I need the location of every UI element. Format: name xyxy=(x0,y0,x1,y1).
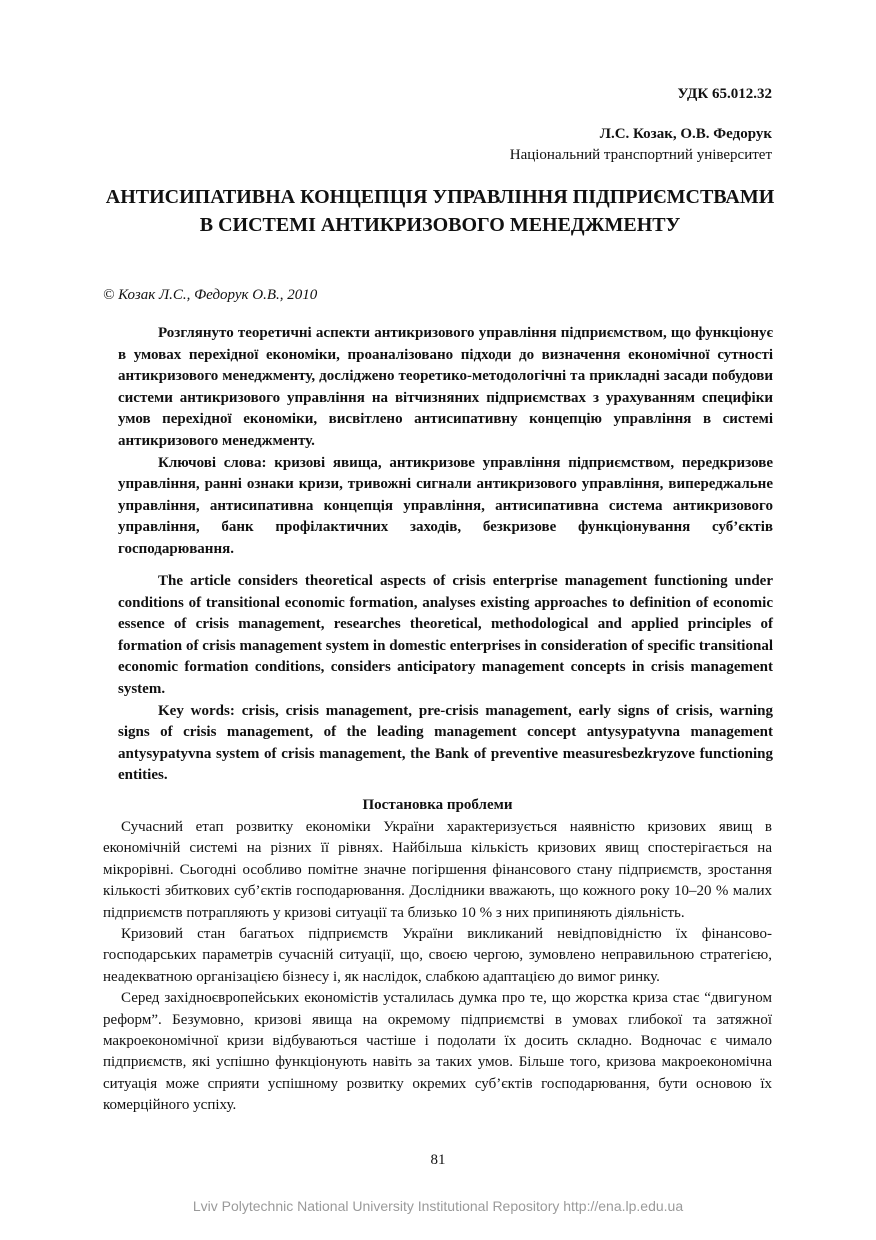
body-text xyxy=(103,817,772,1117)
copyright: © Козак Л.С., Федорук О.В., 2010 xyxy=(103,287,318,303)
abstract-ukrainian xyxy=(118,323,773,561)
section-heading: Постановка проблеми xyxy=(362,797,513,813)
abstract-text: The article considers theoretical aspects of crisis enterprise management functioning under conditions of transitional economic formation, analyses existing approaches to definition of economic essence of crisis management, researches theoretical, methodological and applied principles of formation of crisis management system in domestic enterprises in consideration of specific transitional economic formation conditions, considers anticipatory management concepts in crisis management system. xyxy=(118,573,773,697)
page-number: 81 xyxy=(430,1152,446,1168)
paragraph: Сучасний етап розвитку економіки України характеризується наявністю кризових явищ в економічній системі на різних її рівнях. Найбільша кількість кризових явищ спостерігається на мікрорівні. Сьогодні особливо помітне значне погіршення фінансового стану підприємств, зростання кількості збиткових суб’єктів господарювання. Дослідники вважають, що кожного року 10–20 % малих підприємств потрапляють у кризові ситуації та близько 10 % з них припиняють діяльність. xyxy=(103,819,772,921)
article-title: АНТИСИПАТИВНА КОНЦЕПЦІЯ УПРАВЛІННЯ ПІДПРИЄМСТВАМИ В СИСТЕМІ АНТИКРИЗОВОГО МЕНЕДЖМЕНТУ xyxy=(105,186,775,236)
authors: Л.С. Козак, О.В. Федорук xyxy=(599,126,772,142)
abstract-english xyxy=(118,571,773,787)
affiliation: Національний транспортний університет xyxy=(509,147,772,163)
paragraph: Кризовий стан багатьох підприємств України викликаний невідповідністю їх фінансово-господарських параметрів сучасній ситуації, що, своєю чергою, зумовлено неправильною стратегією, неадекватною організацією бізнесу і, як наслідок, слабкою адаптацією до вимог ринку. xyxy=(103,926,772,985)
repository-footer: Lviv Polytechnic National University Institutional Repository http://ena.lp.edu.ua xyxy=(192,1198,684,1214)
keywords: Ключові слова: кризові явища, антикризове управління підприємством, передкризове управління, ранні ознаки кризи, тривожні сигнали антикризового управління, випереджальне управління, антисипативна концепція управління, антисипативна система антикризового управління, банк профілактичних заходів, безкризове функціонування суб’єктів господарювання. xyxy=(118,454,773,557)
keywords: Key words: crisis, crisis management, pre-crisis management, early signs of crisis, warning signs of crisis management, of the leading management concept antysypatyvna management antysypatyvna system of crisis management, the Bank of preventive measuresbezkryzove functioning entities. xyxy=(118,702,773,784)
abstract-text: Розглянуто теоретичні аспекти антикризового управління підприємством, що функціонує в умовах перехідної економіки, проаналізовано підходи до визначення економічної сутності антикризового менеджменту, досліджено теоретико-методологічні та прикладні засади побудови системи антикризового управління на вітчизняних підприємствах з урахуванням специфіки умов перехідної економіки, висвітлено антисипативну концепцію управління в системі антикризового менеджменту. xyxy=(118,325,773,449)
udk-code: УДК 65.012.32 xyxy=(677,86,772,102)
paragraph: Серед західноєвропейських економістів усталилась думка про те, що жорстка криза стає “двигуном реформ”. Безумовно, кризові явища на окремому підприємстві в умовах глибокої та затяжної макроекономічної кризи відбуваються частіше і подолати їх досить складно. Водночас є чимало підприємств, які успішно функціонують навіть за таких умов. Більше того, кризова макроекономічна ситуація може сприяти успішному розвитку окремих суб’єктів господарювання, бути основою їх комерційного успіху. xyxy=(103,990,772,1114)
